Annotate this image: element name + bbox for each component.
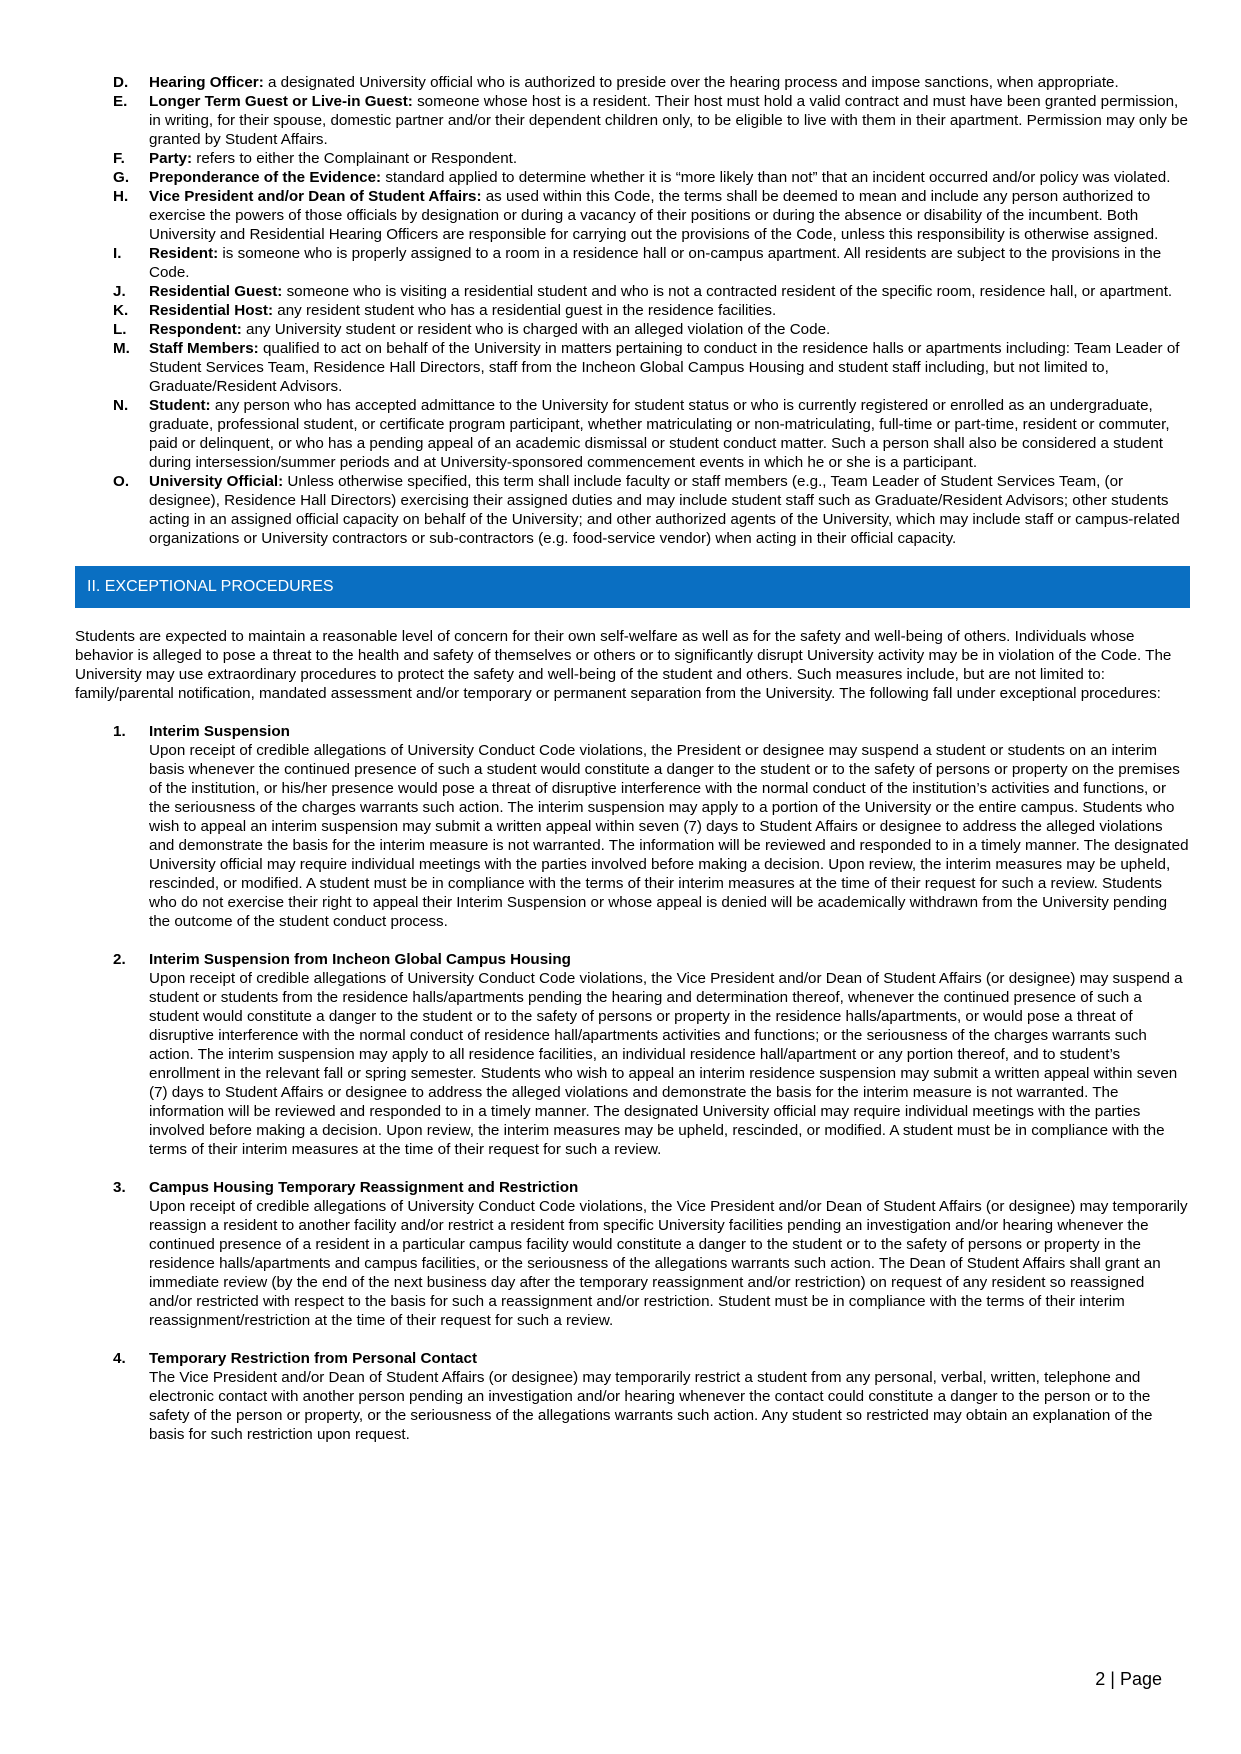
- definition-letter: I.: [113, 245, 122, 262]
- definition-item: [75, 396, 1190, 472]
- definition-letter: F.: [113, 150, 125, 167]
- definition-term: Preponderance of the Evidence:: [149, 169, 382, 186]
- procedure-title: Interim Suspension from Incheon Global Campus Housing: [149, 951, 571, 968]
- definition-term: Resident:: [149, 245, 219, 262]
- definition-item: [75, 320, 1190, 339]
- definition-text: someone who is visiting a residential student and who is not a contracted resident of the specific room, residence hall, or apartment.: [282, 283, 1173, 300]
- definition-text: qualified to act on behalf of the University in matters pertaining to conduct in the residence halls or apartments including: Team Leader of Student Services Team, Residence Hall Directors, staff from the Incheon Global Campus Housing and student staff including, but not limited to, Graduate/Resident Advisors.: [149, 340, 1180, 395]
- definition-letter: E.: [113, 93, 128, 110]
- procedure-number: 3.: [113, 1179, 126, 1196]
- procedure-text: Upon receipt of credible allegations of University Conduct Code violations, the Vice President and/or Dean of Student Affairs (or designee) may suspend a student or students from the residence halls/apartments pending the hearing and determination thereof, whenever the continued presence of such a student would constitute a danger to the student or to the safety of persons or property in the residence halls/apartments, or would pose a threat of disruptive interference with the normal conduct of residence hall/apartments activities and functions; or the seriousness of the charges warrants such action. The interim suspension may apply to all residence facilities, an individual residence hall/apartment or any portion thereof, and to student’s enrollment in the relevant fall or spring semester. Students who wish to appeal an interim residence suspension may submit a written appeal within seven (7) days to Student Affairs or designee to address the alleged violations and demonstrate the basis for the interim measure is not warranted. The information will be reviewed and responded to in a timely manner. The designated University official may require individual meetings with the parties involved before making a decision. Upon review, the interim measures may be upheld, rescinded, or modified. A student must be in compliance with the terms of their interim measures at the time of their request for such a review.: [149, 970, 1183, 1158]
- definition-letter: K.: [113, 302, 129, 319]
- definition-term: Residential Guest:: [149, 283, 283, 300]
- definition-item: [75, 301, 1190, 320]
- section-intro: Students are expected to maintain a reasonable level of concern for their own self-welfare as well as for the safety and well-being of others. Individuals whose behavior is alleged to pose a threat to the health and safety of themselves or others or to significantly disrupt University activity may be in violation of the Code. The University may use extraordinary procedures to protect the safety and well-being of the student and others. Such measures include, but are not limited to: family/parental notification, mandated assessment and/or temporary or permanent separation from the University. The following fall under exceptional procedures:: [75, 628, 1172, 702]
- definition-letter: M.: [113, 340, 130, 357]
- procedure-item: [75, 950, 1190, 1159]
- definition-item: [75, 339, 1190, 396]
- definition-text: as used within this Code, the terms shall be deemed to mean and include any person authorized to exercise the powers of those officials by designation or during a vacancy of their positions or during the absence or disability of the incumbent. Both University and Residential Hearing Officers are responsible for carrying out the provisions of the Code, unless this responsibility is otherwise assigned.: [149, 188, 1159, 243]
- definition-item: [75, 244, 1190, 282]
- definition-item: [75, 282, 1190, 301]
- definition-term: Respondent:: [149, 321, 242, 338]
- procedure-number: 4.: [113, 1350, 126, 1367]
- procedure-text: Upon receipt of credible allegations of University Conduct Code violations, the Vice President and/or Dean of Student Affairs (or designee) may temporarily reassign a resident to another facility and/or restrict a resident from specific University facilities pending an investigation and/or hearing whenever the continued presence of a resident in a particular campus facility would constitute a danger to the student or to the safety of persons or property in the residence halls/apartments and campus facilities, or the seriousness of the allegations warrants such action. The Dean of Student Affairs shall grant an immediate review (by the end of the next business day after the temporary reassignment and/or restriction) on request of any resident so reassigned and/or restricted with respect to the basis for such a reassignment and/or restriction. Student must be in compliance with the terms of their interim reassignment/restriction at the time of their request for such a review.: [149, 1198, 1188, 1329]
- definition-item: [75, 187, 1190, 244]
- definition-text: any resident student who has a residential guest in the residence facilities.: [273, 302, 777, 319]
- procedure-number: 1.: [113, 723, 126, 740]
- definition-term: Longer Term Guest or Live-in Guest:: [149, 93, 413, 110]
- procedure-item: [75, 722, 1190, 931]
- definition-term: Vice President and/or Dean of Student Affairs:: [149, 188, 482, 205]
- definition-letter: H.: [113, 188, 129, 205]
- definition-text: any person who has accepted admittance to the University for student status or who is currently registered or enrolled as an undergraduate, graduate, professional student, or certificate program participant, whether matriculating or non-matriculating, full-time or part-time, resident or commuter, paid or delinquent, or who has a pending appeal of an academic dismissal or student conduct matter. Such a person shall also be considered a student during intersession/summer periods and at University-sponsored commencement events in which he or she is a participant.: [149, 397, 1170, 471]
- section-heading-banner: [75, 566, 1190, 608]
- definition-text: someone whose host is a resident. Their host must hold a valid contract and must have been granted permission, in writing, for their spouse, domestic partner and/or their dependent children only, to be eligible to live with them in their apartment. Permission may only be granted by Student Affairs.: [149, 93, 1188, 148]
- procedure-item: [75, 1178, 1190, 1330]
- definition-item: [75, 168, 1190, 187]
- procedure-text: Upon receipt of credible allegations of University Conduct Code violations, the President or designee may suspend a student or students on an interim basis whenever the continued presence of such a student would constitute a danger to the student or to the safety of persons or property on the premises of the institution, or his/her presence would pose a threat of disruptive interference with the normal conduct of the institution’s activities and functions, or the seriousness of the charges warrants such action. The interim suspension may apply to a portion of the University or the entire campus. Students who wish to appeal an interim suspension may submit a written appeal within seven (7) days to Student Affairs or designee to address the alleged violations and demonstrate the basis for the interim measure is not warranted. The information will be reviewed and responded to in a timely manner. The designated University official may require individual meetings with the parties involved before making a decision. Upon review, the interim measures may be upheld, rescinded, or modified. A student must be in compliance with the terms of their interim measures at the time of their request for such a review. Students who do not exercise their right to appeal their Interim Suspension or whose appeal is denied will be academically withdrawn from the University pending the outcome of the student conduct process.: [149, 742, 1189, 930]
- definition-letter: N.: [113, 397, 129, 414]
- definition-term: Staff Members:: [149, 340, 259, 357]
- procedure-item: [75, 1349, 1190, 1444]
- definition-text: refers to either the Complainant or Respondent.: [192, 150, 518, 167]
- definition-item: [75, 73, 1190, 92]
- section-heading: II. EXCEPTIONAL PROCEDURES: [87, 578, 334, 595]
- definition-text: is someone who is properly assigned to a room in a residence hall or on-campus apartment. All residents are subject to the provisions in the Code.: [149, 245, 1162, 281]
- definition-text: Unless otherwise specified, this term shall include faculty or staff members (e.g., Team Leader of Student Services Team, (or designee), Residence Hall Directors) exercising their assigned duties and may include student staff such as Graduate/Resident Advisors; other students acting in an assigned official capacity on behalf of the University; and other authorized agents of the University, which may include staff or campus-related organizations or University contractors or sub-contractors (e.g. food-service vendor) when acting in their official capacity.: [149, 473, 1180, 547]
- procedure-title: Interim Suspension: [149, 723, 290, 740]
- definition-term: Residential Host:: [149, 302, 274, 319]
- page-number: 2 | Page: [1095, 1669, 1162, 1689]
- definition-letter: D.: [113, 74, 129, 91]
- definition-letter: L.: [113, 321, 127, 338]
- document-body: [75, 73, 1190, 1444]
- definition-term: Party:: [149, 150, 193, 167]
- definition-text: standard applied to determine whether it is “more likely than not” that an incident occurred and/or policy was violated.: [381, 169, 1171, 186]
- definitions-list: [75, 73, 1190, 548]
- definition-item: [75, 92, 1190, 149]
- procedure-title: Campus Housing Temporary Reassignment and Restriction: [149, 1179, 579, 1196]
- definition-letter: J.: [113, 283, 126, 300]
- procedure-text: The Vice President and/or Dean of Student Affairs (or designee) may temporarily restrict a student from any personal, verbal, written, telephone and electronic contact with another person pending an investigation and/or hearing whenever the contact could constitute a danger to the person or to the safety of the person or property, or the seriousness of the allegations warrants such action. Any student so restricted may obtain an explanation of the basis for such restriction upon request.: [149, 1369, 1153, 1443]
- definition-text: a designated University official who is authorized to preside over the hearing process and impose sanctions, when appropriate.: [263, 74, 1119, 91]
- definition-term: Hearing Officer:: [149, 74, 264, 91]
- definition-letter: O.: [113, 473, 130, 490]
- definition-text: any University student or resident who is charged with an alleged violation of the Code.: [241, 321, 831, 338]
- procedure-number: 2.: [113, 951, 126, 968]
- definition-term: University Official:: [149, 473, 284, 490]
- procedure-title: Temporary Restriction from Personal Contact: [149, 1350, 478, 1367]
- definition-item: [75, 149, 1190, 168]
- definition-item: [75, 472, 1190, 548]
- definition-letter: G.: [113, 169, 130, 186]
- definition-term: Student:: [149, 397, 211, 414]
